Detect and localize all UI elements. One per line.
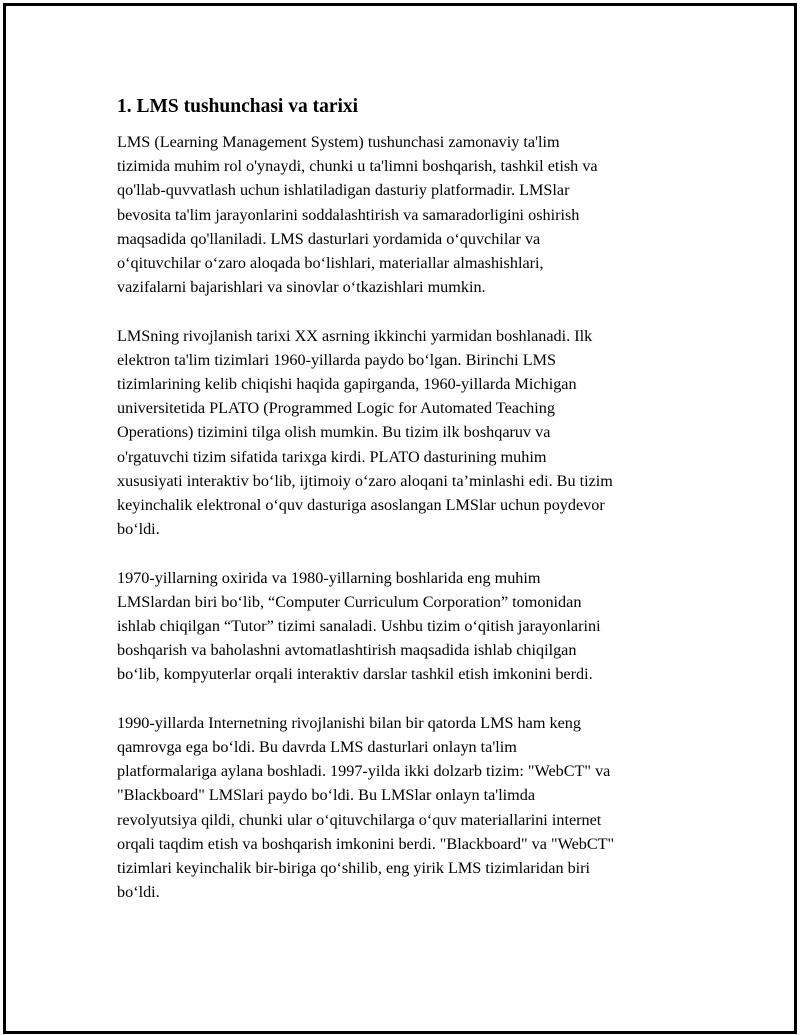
text-line: boshqarish va baholashni avtomatlashtirish maqsadida ishlab chiqilgan — [117, 641, 577, 660]
text-line: tizimida muhim rol o'ynaydi, chunki u ta'limni boshqarish, tashkil etish va — [117, 157, 598, 176]
text-line: vazifalarni bajarishlari va sinovlar o‘tkazishlari mumkin. — [117, 278, 486, 297]
text-line: LMSlardan biri bo‘lib, “Computer Curriculum Corporation” tomonidan — [117, 592, 582, 611]
text-line: bo‘ldi. — [117, 883, 160, 902]
text-line: xususiyati interaktiv bo‘lib, ijtimoiy o‘zaro aloqani ta’minlashi edi. Bu tizim — [117, 471, 613, 490]
paragraph-lms-history — [117, 324, 692, 542]
paragraph-tutor-system — [117, 566, 692, 687]
text-line: tizimlarining kelib chiqishi haqida gapirganda, 1960-yillarda Michigan — [117, 375, 577, 394]
text-line: LMS (Learning Management System) tushunchasi zamonaviy ta'lim — [117, 133, 560, 151]
text-line: keyinchalik elektronal o‘quv dasturiga asoslangan LMSlar uchun poydevor — [117, 496, 605, 515]
text-line: orqali taqdim etish va boshqarish imkonini berdi. "Blackboard" va "WebCT" — [117, 834, 615, 853]
text-line: 1990-yillarda Internetning rivojlanishi bilan bir qatorda LMS ham keng — [117, 713, 581, 732]
text-line: LMSning rivojlanish tarixi XX asrning ikkinchi yarmidan boshlanadi. Ilk — [117, 326, 593, 345]
document-body — [117, 92, 692, 929]
text-line: universitetida PLATO (Programmed Logic for Automated Teaching — [117, 399, 555, 418]
text-line: 1970-yillarning oxirida va 1980-yillarning boshlarida eng muhim — [117, 568, 541, 587]
text-line: maqsadida qo'llaniladi. LMS dasturlari yordamida o‘quvchilar va — [117, 229, 541, 248]
text-line: qo'llab-quvvatlash uchun ishlatiladigan dasturiy platformadir. LMSlar — [117, 181, 570, 200]
text-line: ishlab chiqilgan “Tutor” tizimi sanaladi. Ushbu tizim o‘qitish jarayonlarini — [117, 617, 601, 636]
paragraph-lms-definition — [117, 130, 692, 299]
section-heading: 1. LMS tushunchasi va tarixi — [117, 96, 359, 117]
paragraph-internet-era — [117, 711, 692, 905]
text-line: o'rgatuvchi tizim sifatida tarixga kirdi. PLATO dasturining muhim — [117, 447, 547, 466]
text-line: bevosita ta'lim jarayonlarini soddalashtirish va samaradorligini oshirish — [117, 205, 580, 224]
text-line: Operations) tizimini tilga olish mumkin. Bu tizim ilk boshqaruv va — [117, 423, 551, 442]
text-line: o‘qituvchilar o‘zaro aloqada bo‘lishlari, materiallar almashishlari, — [117, 254, 544, 273]
text-line: elektron ta'lim tizimlari 1960-yillarda paydo bo‘lgan. Birinchi LMS — [117, 350, 556, 369]
text-line: qamrovga ega bo‘ldi. Bu davrda LMS dasturlari onlayn ta'lim — [117, 738, 517, 757]
text-line: platformalariga aylana boshladi. 1997-yilda ikki dolzarb tizim: "WebCT" va — [117, 762, 611, 781]
text-line: bo‘lib, kompyuterlar orqali interaktiv darslar tashkil etish imkonini berdi. — [117, 665, 593, 684]
text-line: revolyutsiya qildi, chunki ular o‘qituvchilarga o‘quv materiallarini internet — [117, 810, 602, 829]
text-line: "Blackboard" LMSlari paydo bo‘ldi. Bu LMSlar onlayn ta'limda — [117, 786, 536, 805]
text-line: bo‘ldi. — [117, 520, 160, 539]
text-line: tizimlari keyinchalik bir-biriga qo‘shilib, eng yirik LMS tizimlaridan biri — [117, 859, 591, 878]
